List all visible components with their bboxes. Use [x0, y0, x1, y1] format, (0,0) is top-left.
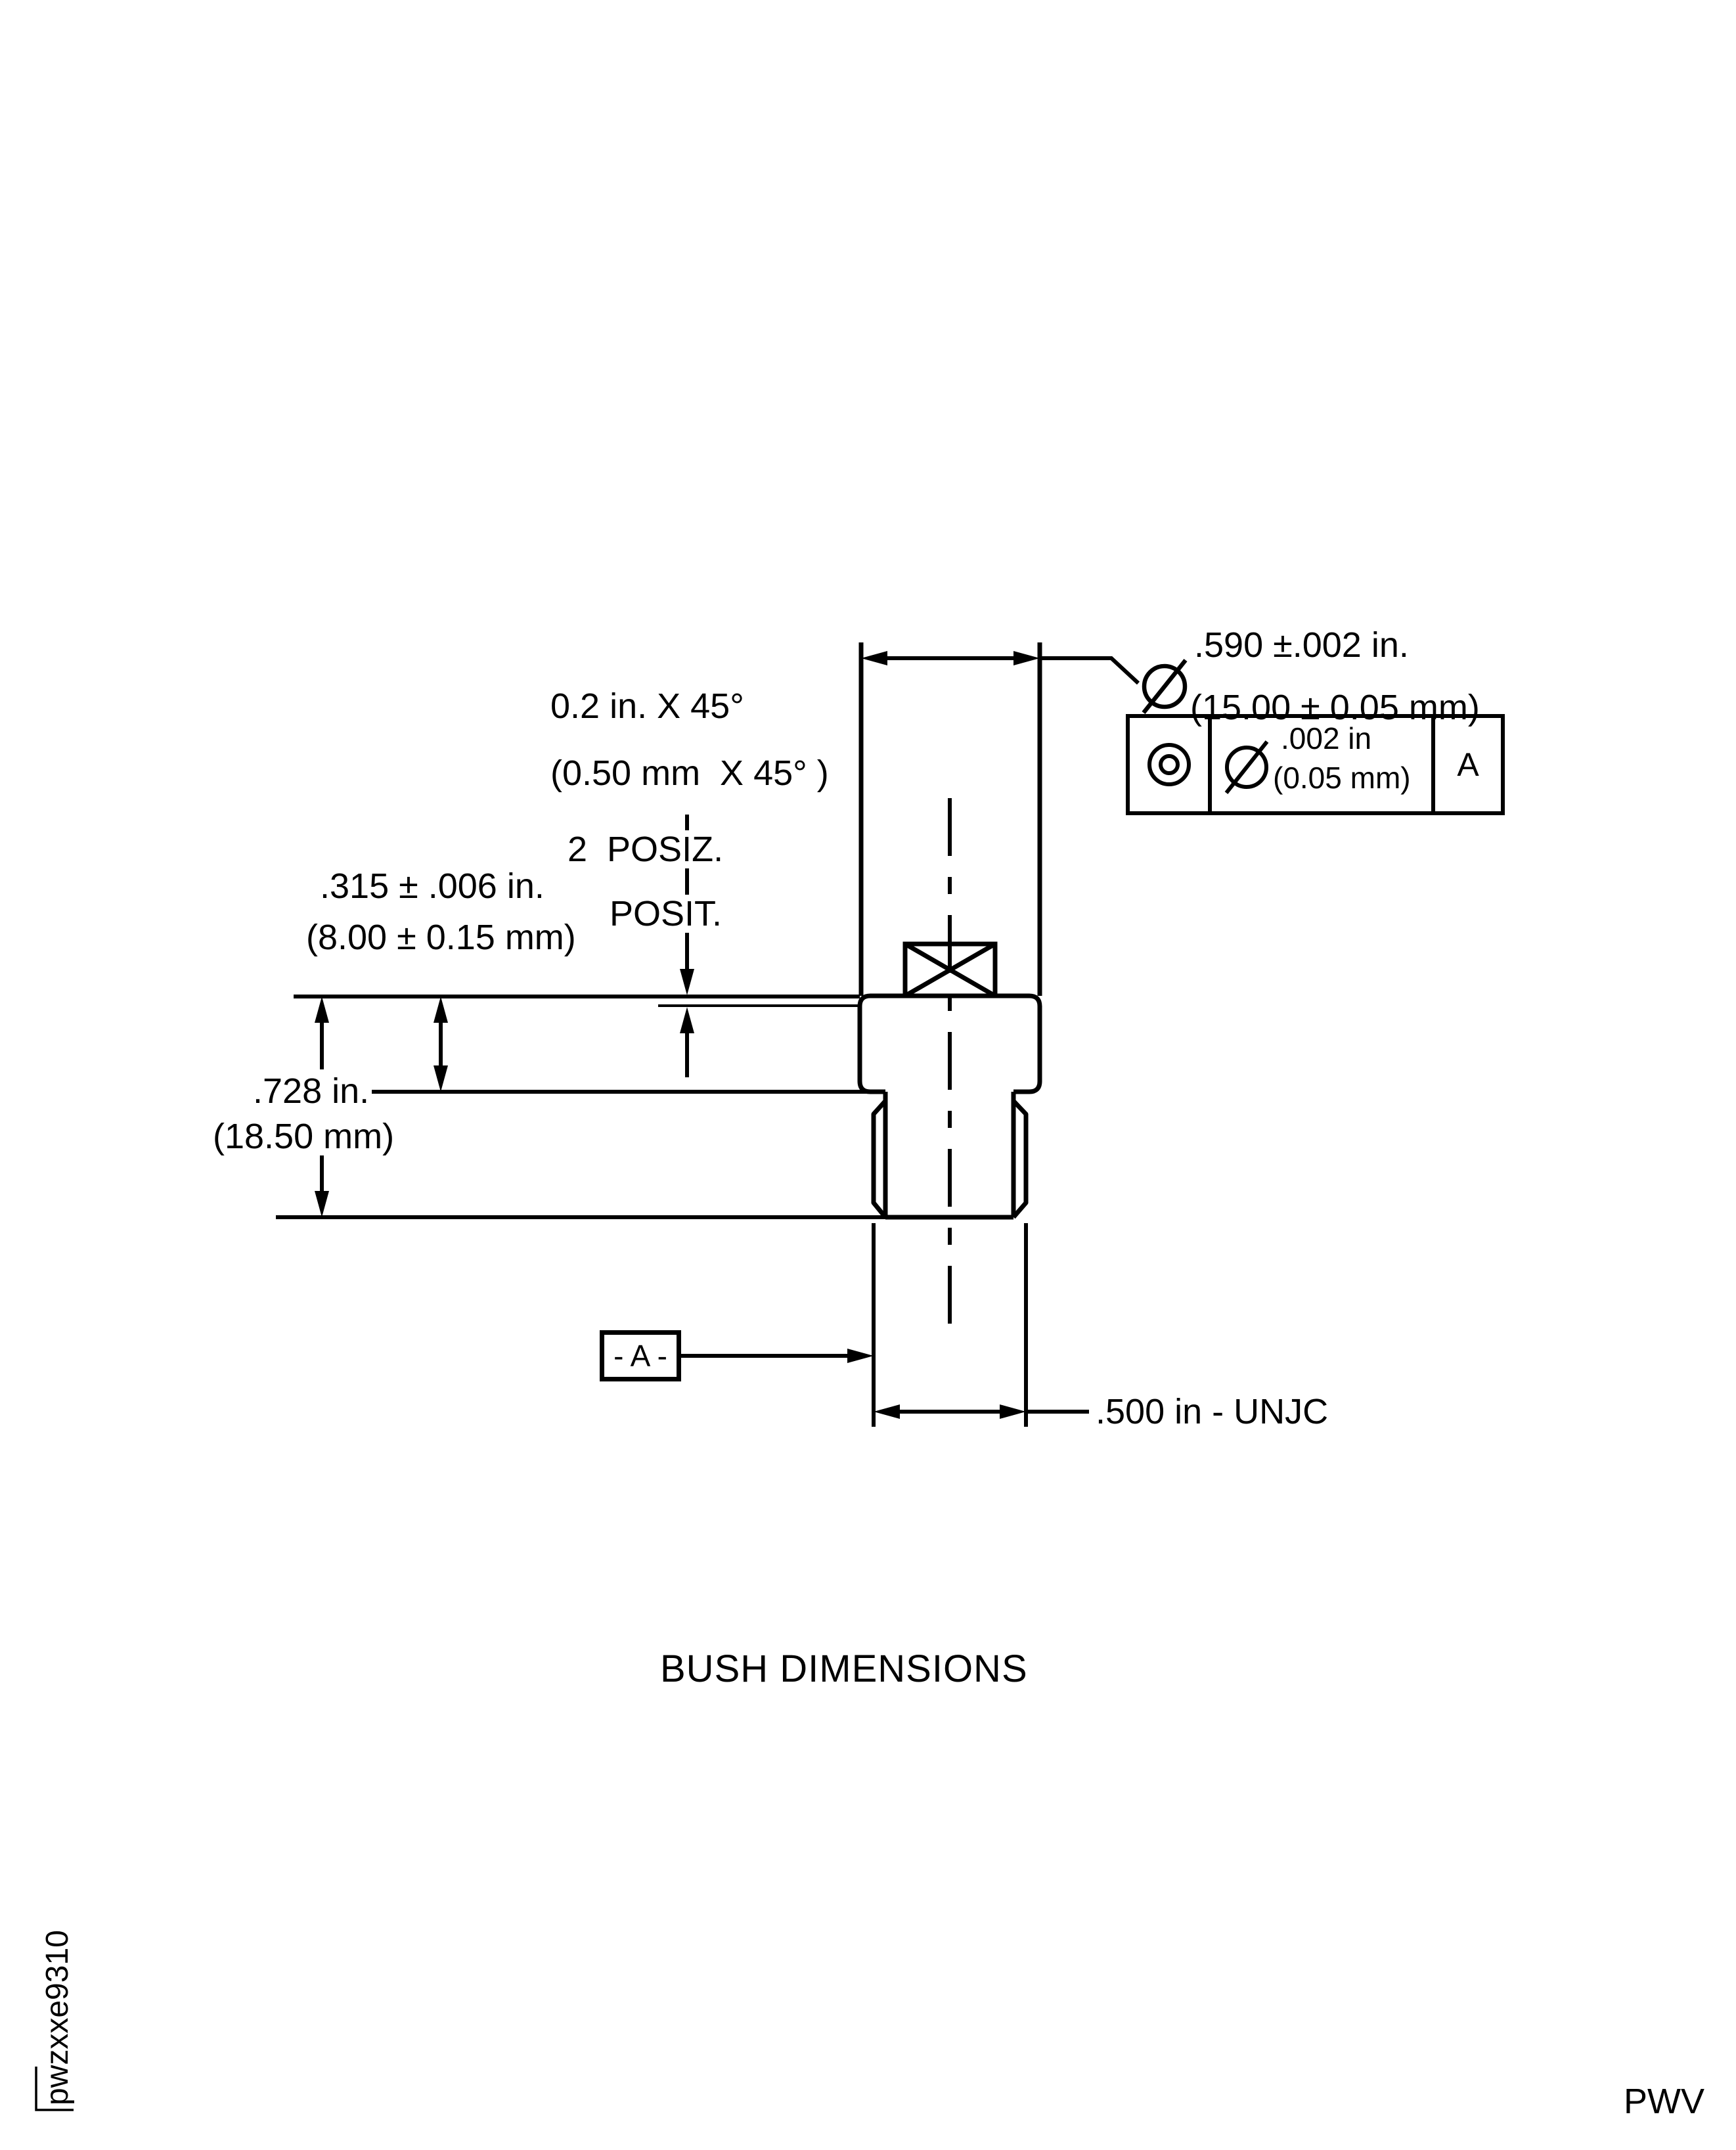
chamfer-count-label-en: POSIT.	[607, 895, 724, 933]
fcf-diameter-icon	[1226, 742, 1267, 793]
thread-profile-left	[874, 1092, 885, 1217]
thread-spec-label: .500 in - UNJC	[1096, 1392, 1329, 1431]
watermark-text: pwzxxe9310	[40, 1930, 75, 2105]
chamfer-dimension-line1: 0.2 in. X 45°	[550, 686, 744, 726]
dia-arrow-left	[861, 651, 887, 665]
head-depth-label-in: .315 ± .006 in.	[320, 866, 545, 906]
concentricity-icon	[1149, 745, 1189, 784]
chamfer-arrow-up	[680, 1007, 694, 1033]
fcf-tolerance-label-mm: (0.05 mm)	[1273, 761, 1411, 795]
sheet-code: PWV	[1624, 2082, 1705, 2121]
datum-flag-label: - A -	[613, 1339, 667, 1373]
head-depth-label-mm: (8.00 ± 0.15 mm)	[306, 918, 576, 957]
dia-arrow-right	[1013, 651, 1040, 665]
depth-arrow-bottom	[434, 1065, 448, 1092]
drawing-title: BUSH DIMENSIONS	[660, 1647, 1028, 1690]
diameter-icon	[1144, 660, 1186, 713]
chamfer-count-label: 2 POSIZ.	[565, 830, 726, 868]
chamfer-arrow-down	[680, 969, 694, 995]
depth-arrow-top	[434, 997, 448, 1023]
height-arrow-bottom	[315, 1191, 329, 1217]
overall-height-label-mm: (18.50 mm)	[210, 1117, 397, 1155]
thread-arrow-left	[874, 1404, 900, 1419]
overall-height-label-in: .728 in.	[250, 1072, 372, 1110]
head-dia-label-mm: (15.00 ± 0.05 mm)	[1190, 688, 1480, 727]
thread-arrow-right	[1000, 1404, 1026, 1419]
dia-dimension-line	[885, 658, 1138, 683]
fcf-tolerance-label-in: .002 in	[1281, 721, 1372, 755]
head-dia-label-in: .590 ±.002 in.	[1194, 625, 1409, 665]
thread-profile-right	[1013, 1092, 1026, 1217]
datum-flag-box	[600, 1330, 681, 1381]
chamfer-dimension-line2: (0.50 mm X 45° )	[550, 753, 829, 793]
height-arrow-top	[315, 997, 329, 1023]
fcf-datum-reference: A	[1457, 746, 1479, 783]
thread-extension-lines	[874, 1223, 1026, 1427]
datum-arrow	[847, 1349, 874, 1363]
